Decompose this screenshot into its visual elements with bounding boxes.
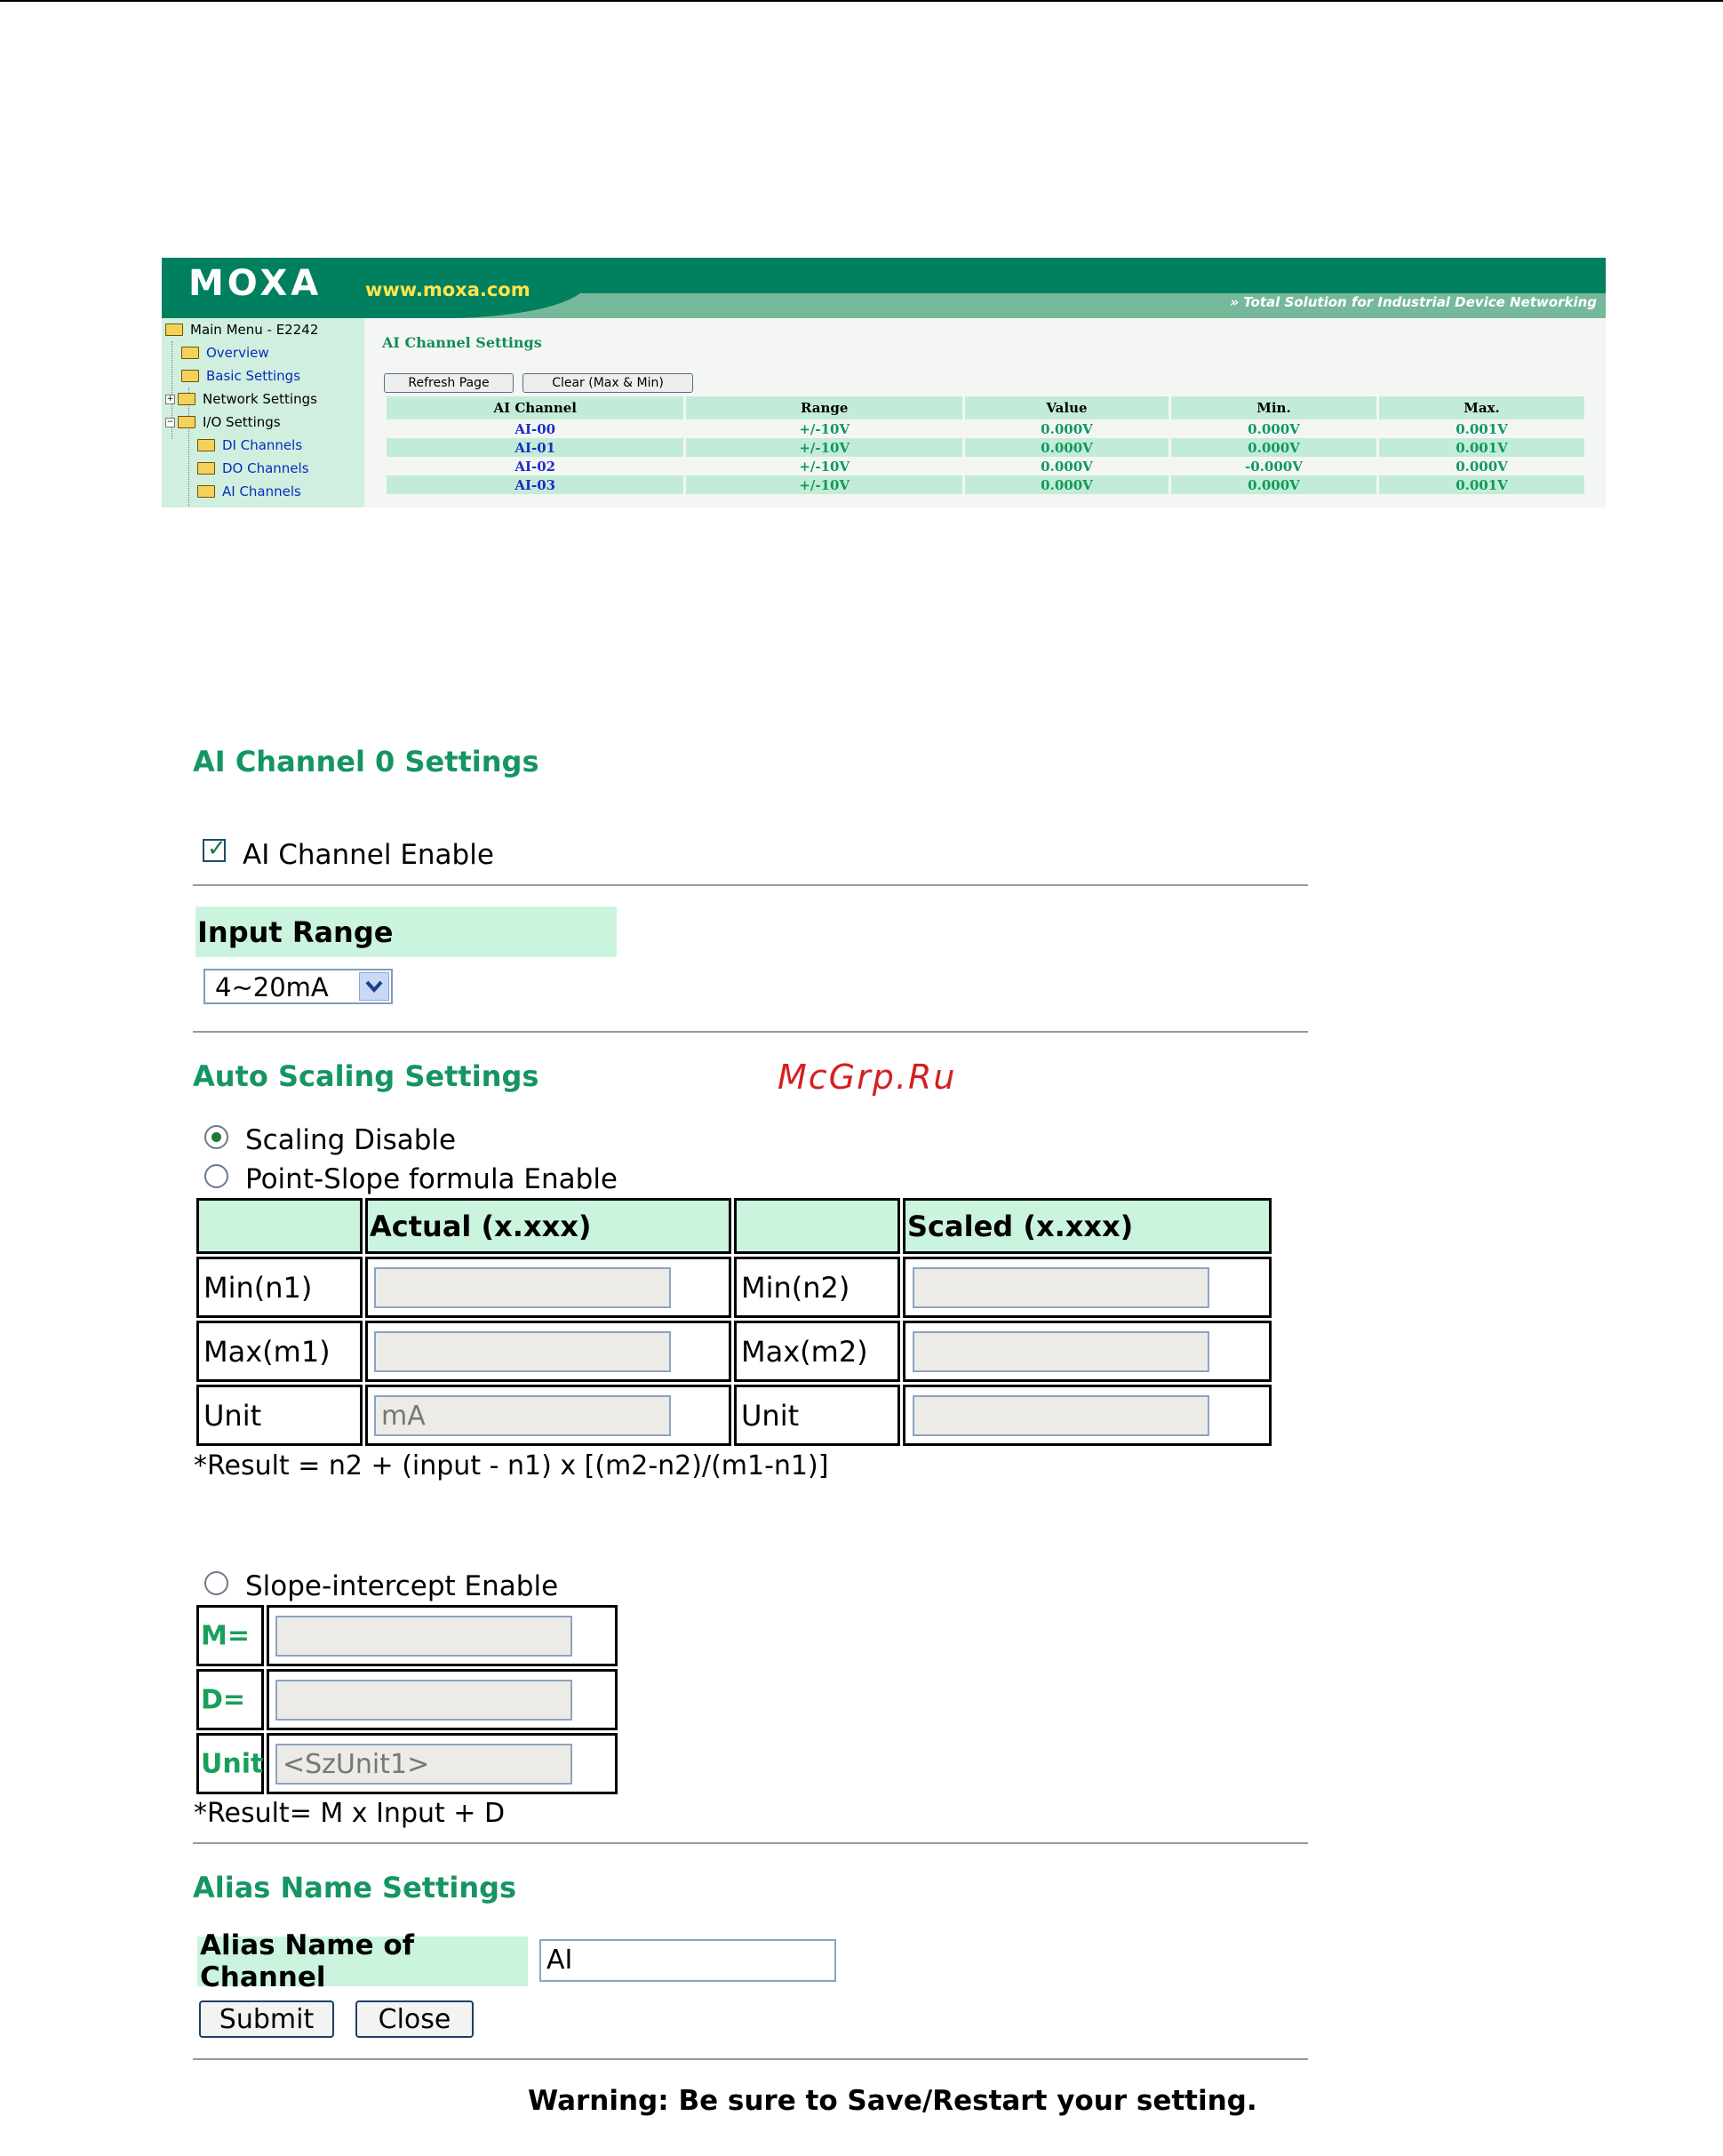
ai-channel-enable-checkbox[interactable] (203, 835, 227, 862)
folder-open-icon (165, 323, 183, 336)
clear-max-min-button[interactable]: Clear (Max & Min) (522, 373, 693, 393)
channel-settings-title: AI Channel 0 Settings (193, 745, 539, 779)
folder-icon (197, 439, 215, 451)
m-input[interactable] (275, 1616, 572, 1657)
grid-header-empty (196, 1198, 363, 1254)
channel-link[interactable]: AI-03 (387, 475, 683, 494)
scaled-min-input[interactable] (913, 1267, 1209, 1308)
sidebar-item-basic-settings[interactable]: Basic Settings (181, 368, 300, 384)
close-button[interactable]: Close (355, 2000, 474, 2038)
point-slope-radio[interactable] (204, 1164, 228, 1188)
sidebar-item-di-channels[interactable]: DI Channels (197, 437, 302, 453)
watermark: McGrp.Ru (778, 1058, 957, 1097)
submit-button[interactable]: Submit (199, 2000, 334, 2038)
max-m2-label: Max(m2) (734, 1321, 900, 1382)
d-input[interactable] (275, 1680, 572, 1721)
divider (193, 1842, 1308, 1844)
slope-intercept-formula: *Result= M x Input + D (194, 1798, 506, 1829)
col-ai-channel: AI Channel (387, 396, 683, 419)
d-label-cell: D= (196, 1669, 264, 1730)
sidebar-item-io-settings[interactable]: − I/O Settings (166, 414, 281, 430)
actual-min-input[interactable] (374, 1267, 671, 1308)
col-max: Max. (1379, 396, 1584, 419)
moxa-url[interactable]: www.moxa.com (365, 279, 530, 300)
folder-icon (181, 370, 199, 382)
actual-unit-input[interactable]: mA (374, 1395, 671, 1436)
chevron-down-icon[interactable] (359, 972, 389, 1001)
m-label-cell: M= (196, 1605, 264, 1666)
unit-label-cell: Unit (196, 1733, 264, 1794)
point-slope-formula: *Result = n2 + (input - n1) x [(m2-n2)/(m1-n1)] (194, 1450, 829, 1481)
table-header (387, 396, 1584, 419)
folder-open-icon (178, 416, 195, 428)
alias-name-label: Alias Name of Channel (197, 1936, 528, 1986)
alias-name-input[interactable]: AI (539, 1939, 836, 1982)
page-top-rule (0, 0, 1723, 2)
refresh-page-button[interactable]: Refresh Page (384, 373, 514, 393)
collapse-minus-icon[interactable]: − (166, 417, 174, 427)
scaled-max-input[interactable] (913, 1331, 1209, 1372)
unit-left-label: Unit (196, 1385, 363, 1446)
scaling-disable-label: Scaling Disable (245, 1124, 457, 1156)
col-min: Min. (1171, 396, 1376, 419)
slope-intercept-label: Slope-intercept Enable (245, 1570, 559, 1602)
input-range-label: Input Range (195, 906, 617, 957)
sidebar-item-network-settings[interactable]: + Network Settings (166, 391, 317, 407)
sidebar-item-do-channels[interactable]: DO Channels (197, 460, 309, 476)
sidebar-item-ai-channels[interactable]: AI Channels (197, 483, 301, 499)
input-range-select[interactable]: 4~20mA (203, 969, 393, 1004)
double-chevron-icon: » (1230, 294, 1239, 310)
channel-link[interactable]: AI-00 (515, 420, 556, 437)
sidebar-item-overview[interactable]: Overview (181, 345, 269, 361)
grid-header-empty (734, 1198, 900, 1254)
table-row: AI-01 +/-10V 0.000V 0.000V 0.001V (387, 438, 1584, 457)
divider (193, 884, 1308, 886)
table-row: AI-02 +/-10V 0.000V -0.000V 0.000V (387, 457, 1584, 475)
unit-input[interactable]: <SzUnit1> (275, 1744, 572, 1785)
alias-title: Alias Name Settings (193, 1871, 517, 1904)
channel-link[interactable]: AI-02 (515, 458, 556, 475)
ai-overview-screenshot (162, 258, 1606, 507)
min-n1-label: Min(n1) (196, 1257, 363, 1318)
ai-channel-table (384, 396, 1587, 494)
unit-right-label: Unit (734, 1385, 900, 1446)
ai-overview-content (364, 318, 1606, 507)
divider (193, 2058, 1308, 2060)
warning-text: Warning: Be sure to Save/Restart your setting. (528, 2085, 1257, 2117)
slope-intercept-radio[interactable] (204, 1571, 228, 1595)
folder-icon (197, 462, 215, 475)
table-row: AI-00 +/-10V 0.000V 0.000V 0.001V (387, 419, 1584, 438)
channel-link[interactable]: AI-01 (387, 438, 683, 457)
radio-selected-dot (211, 1132, 221, 1142)
scaling-disable-radio[interactable] (204, 1125, 228, 1149)
point-slope-label: Point-Slope formula Enable (245, 1163, 618, 1195)
folder-icon (181, 347, 199, 359)
table-row: AI-03 +/-10V 0.000V 0.000V 0.001V (387, 475, 1584, 494)
sidebar (162, 318, 364, 507)
folder-icon (178, 393, 195, 405)
sidebar-root[interactable]: Main Menu - E2242 (165, 322, 318, 338)
divider (193, 1031, 1308, 1033)
min-n2-label: Min(n2) (734, 1257, 900, 1318)
max-m1-label: Max(m1) (196, 1321, 363, 1382)
col-value: Value (965, 396, 1169, 419)
auto-scaling-title: Auto Scaling Settings (193, 1059, 539, 1093)
check-icon: ✓ (207, 835, 227, 862)
grid-header-scaled: Scaled (x.xxx) (903, 1198, 1272, 1254)
folder-icon (197, 485, 215, 498)
ai-overview-title: AI Channel Settings (382, 334, 542, 351)
header-tagline: » Total Solution for Industrial Device Networking (1230, 294, 1597, 310)
scaled-unit-input[interactable] (913, 1395, 1209, 1436)
expand-plus-icon[interactable]: + (166, 394, 174, 403)
col-range: Range (686, 396, 962, 419)
actual-max-input[interactable] (374, 1331, 671, 1372)
grid-header-actual: Actual (x.xxx) (365, 1198, 731, 1254)
ai-channel-enable-label: AI Channel Enable (243, 839, 494, 871)
moxa-logo: MOXA (188, 263, 323, 304)
header-banner (162, 258, 1606, 318)
